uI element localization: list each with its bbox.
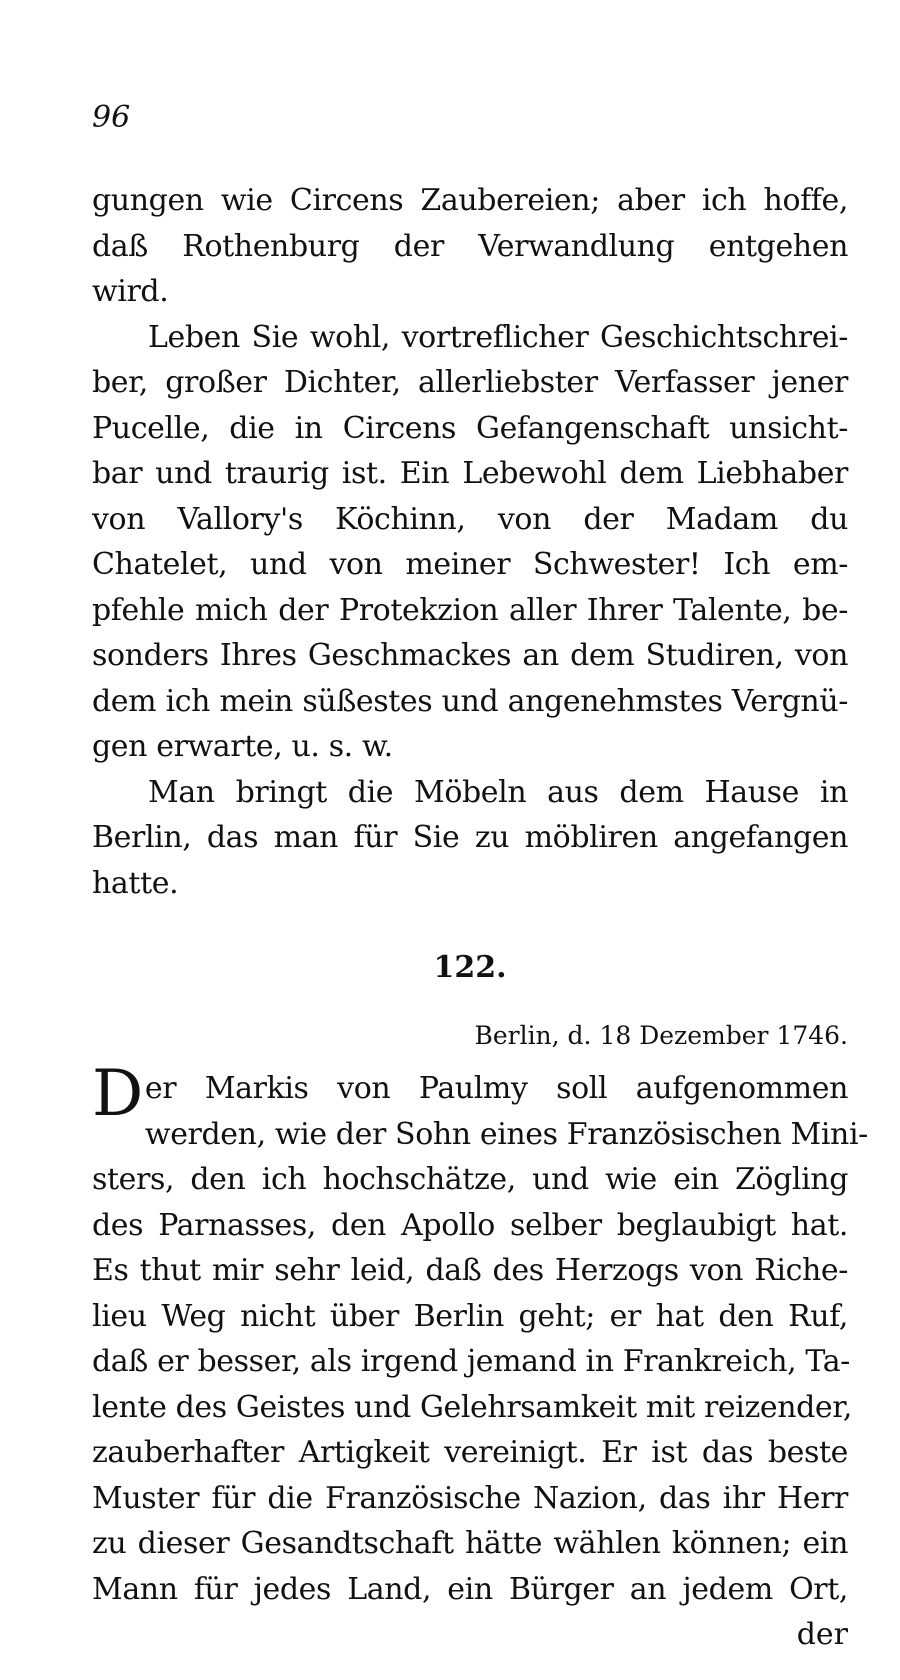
text-line-rest: er Markis von Paulmy soll aufgenommen: [144, 1071, 848, 1106]
text-line: ber, großer Dichter, allerliebster Verfasser jener: [92, 365, 848, 400]
text-line: lieu Weg nicht über Berlin geht; er hat den Ruf,: [92, 1298, 848, 1334]
text-line: zauberhafter Artigkeit vereinigt. Er ist das beste: [92, 1435, 848, 1470]
text-line: zu dieser Gesandtschaft hätte wählen können; ein: [92, 1526, 848, 1561]
text-line: hatte.: [92, 865, 179, 901]
text-line: daß Rothenburg der Verwandlung entgehen: [92, 228, 848, 264]
text-line: daß er besser, als irgend jemand in Frankreich, Ta-: [92, 1344, 850, 1379]
text-line: dem ich mein süßestes und angenehmstes Vergnü-: [92, 683, 848, 719]
text-line: sters, den ich hochschätze, und wie ein Zögling: [92, 1162, 848, 1197]
text-line: pfehle mich der Protekzion aller Ihrer Talente, be-: [92, 592, 848, 628]
text-line-first: [92, 1057, 848, 1131]
text-line: gen erwarte, u. s. w.: [92, 729, 393, 764]
text-line: Pucelle, die in Circens Gefangenschaft unsicht-: [92, 410, 848, 446]
text-line: sonders Ihres Geschmackes an dem Studiren, von: [92, 638, 848, 673]
text-line: Berlin, das man für Sie zu möbliren angefangen: [92, 820, 848, 855]
text-line: gungen wie Circens Zaubereien; aber ich hoffe,: [92, 183, 848, 218]
drop-cap: D: [92, 1057, 143, 1131]
text-line: Muster für die Französische Nazion, das ihr Herr: [92, 1480, 848, 1516]
text-line: werden, wie der Sohn eines Französischen Mini-: [144, 1116, 868, 1152]
catchword: der: [796, 1617, 848, 1652]
dateline: Berlin, d. 18 Dezember 1746.: [474, 1021, 848, 1050]
text-line: lente des Geistes und Gelehrsamkeit mit reizender,: [92, 1389, 853, 1425]
text-line: wird.: [92, 274, 169, 309]
text-line: Man bringt die Möbeln aus dem Hause in: [148, 774, 848, 810]
text-line: von Vallory's Köchinn, von der Madam du: [92, 501, 848, 537]
text-line: Mann für jedes Land, ein Bürger an jedem Ort,: [92, 1571, 848, 1607]
letter-number: 122.: [433, 950, 507, 985]
text-line: Leben Sie wohl, vortreflicher Geschichtschrei-: [148, 319, 848, 355]
text-line: Chatelet, und von meiner Schwester! Ich em-: [92, 547, 848, 582]
page-body: [92, 178, 868, 1657]
text-line: bar und traurig ist. Ein Lebewohl dem Liebhaber: [92, 456, 848, 491]
text-line: Es thut mir sehr leid, daß des Herzogs von Riche-: [92, 1253, 848, 1288]
page-number: 96: [92, 100, 131, 135]
text-line: des Parnasses, den Apollo selber beglaubigt hat.: [92, 1207, 848, 1243]
